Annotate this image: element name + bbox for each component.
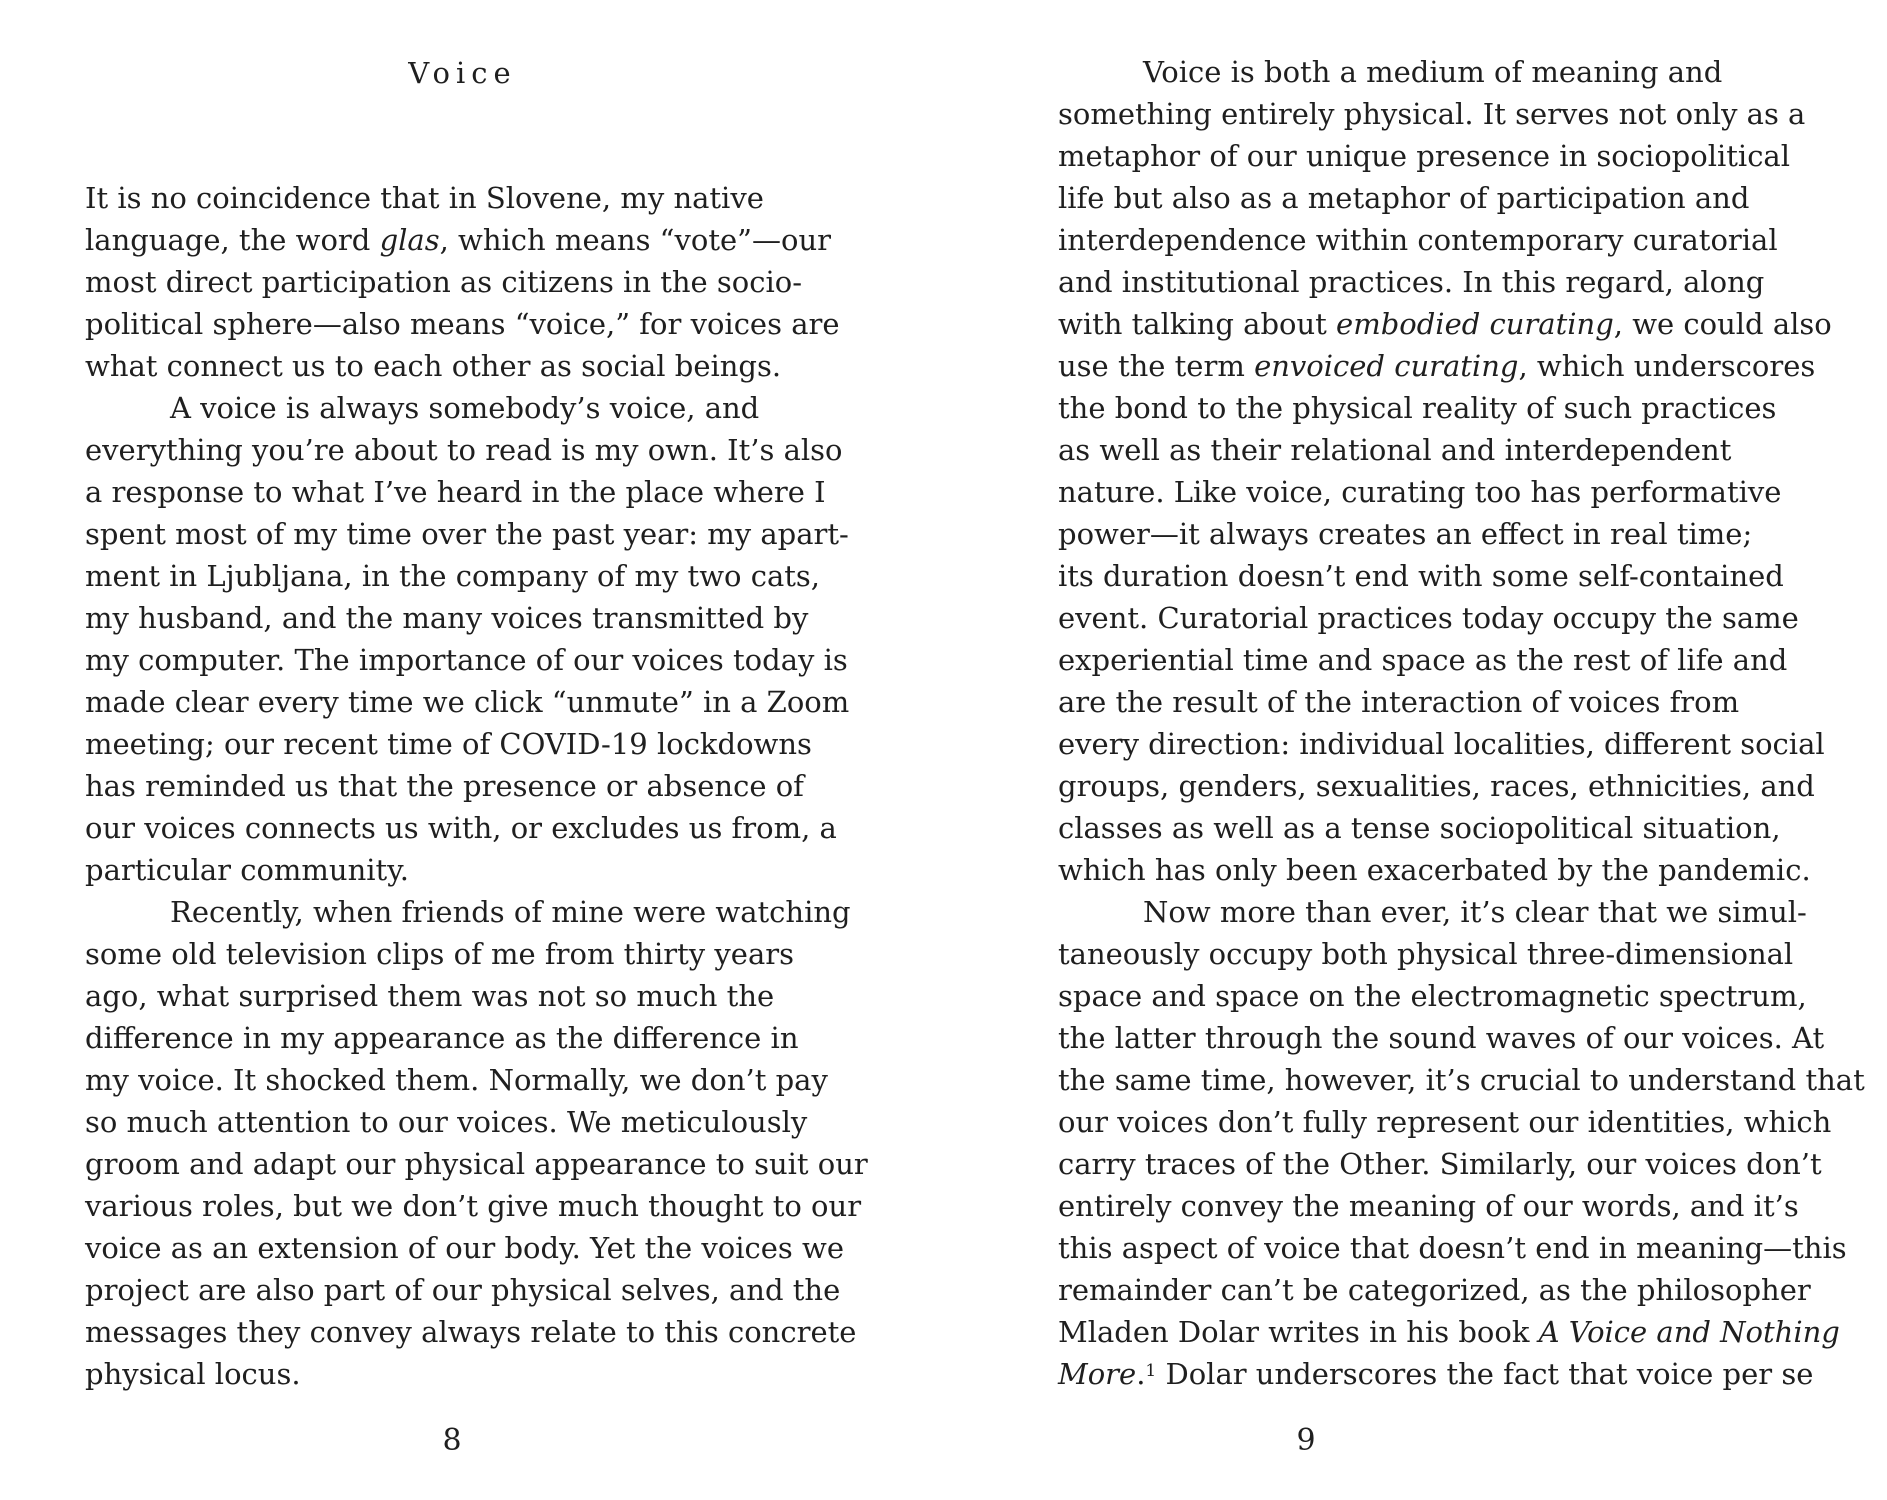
text-run: physical locus. (85, 1357, 301, 1391)
text-line (85, 471, 855, 513)
text-line (1058, 387, 1818, 429)
text-line (85, 1227, 855, 1269)
text-line (85, 513, 855, 555)
page-number-left: 8 (442, 1423, 462, 1458)
text-line (1058, 681, 1818, 723)
italic-term: envoiced curating (1254, 349, 1519, 383)
text-line (1058, 1185, 1818, 1227)
text-run: some old television clips of me from thirty years (85, 937, 794, 971)
text-run: this aspect of voice that doesn’t end in meaning—this (1058, 1231, 1847, 1265)
text-line (1058, 1143, 1822, 1185)
text-run: our voices connects us with, or excludes us from, a (85, 811, 837, 845)
text-line (1058, 1227, 1847, 1269)
text-line (85, 1059, 855, 1101)
text-run: entirely convey the meaning of our words, and it’s (1058, 1189, 1799, 1223)
text-run: its duration doesn’t end with some self-contained (1058, 559, 1784, 593)
text-run: my husband, and the many voices transmitted by (85, 601, 809, 635)
text-line (85, 723, 855, 765)
text-run: . (1136, 1357, 1146, 1391)
text-run: meeting; our recent time of COVID-19 lockdowns (85, 727, 812, 761)
text-run: particular community. (85, 853, 409, 887)
text-line (85, 177, 855, 219)
text-run: which has only been exacerbated by the pandemic. (1058, 853, 1811, 887)
running-head: Voice (408, 56, 517, 90)
text-line (85, 765, 855, 807)
text-run: project are also part of our physical selves, and the (85, 1273, 841, 1307)
text-line (1058, 51, 1818, 93)
text-line (1058, 1059, 1865, 1101)
text-run: a response to what I’ve heard in the place where I (85, 475, 826, 509)
text-run: , we could also (1613, 307, 1832, 341)
text-run: ago, what surprised them was not so much the (85, 979, 775, 1013)
text-line (85, 1017, 855, 1059)
text-line (85, 639, 855, 681)
text-line (1058, 555, 1818, 597)
text-run: spent most of my time over the past year: my apart- (85, 517, 849, 551)
text-line (85, 387, 855, 429)
text-run: taneously occupy both physical three-dimensional (1058, 937, 1794, 971)
text-run: remainder can’t be categorized, as the philosopher (1058, 1273, 1811, 1307)
text-run: classes as well as a tense sociopolitical situation, (1058, 811, 1781, 845)
text-run: most direct participation as citizens in the socio- (85, 265, 803, 299)
text-line (85, 891, 855, 933)
text-run: experiential time and space as the rest of life and (1058, 643, 1788, 677)
left-page (0, 0, 943, 1500)
text-line (85, 1185, 862, 1227)
text-run: Now more than ever, it’s clear that we simul- (1143, 895, 1807, 929)
text-run: our voices don’t fully represent our identities, which (1058, 1105, 1832, 1139)
text-line (1058, 513, 1818, 555)
text-line (85, 261, 855, 303)
text-run: metaphor of our unique presence in sociopolitical (1058, 139, 1790, 173)
text-line (1058, 429, 1818, 471)
text-run: It is no coincidence that in Slovene, my native (85, 181, 764, 215)
text-line (85, 933, 855, 975)
text-line (1058, 849, 1818, 891)
text-line (85, 555, 855, 597)
text-line (1058, 135, 1818, 177)
text-run: are the result of the interaction of voices from (1058, 685, 1740, 719)
right-page (943, 0, 1887, 1500)
text-line (1058, 1353, 1818, 1395)
text-line (1058, 1269, 1818, 1311)
text-line (1058, 219, 1818, 261)
text-run: Dolar underscores the fact that voice per se (1156, 1357, 1814, 1391)
left-page-text (85, 177, 868, 1395)
text-line (85, 681, 855, 723)
text-run: groom and adapt our physical appearance to suit our (85, 1147, 868, 1181)
text-line (1058, 177, 1818, 219)
text-run: my voice. It shocked them. Normally, we don’t pay (85, 1063, 828, 1097)
page-number-right: 9 (1296, 1423, 1316, 1458)
text-run: life but also as a metaphor of participation and (1058, 181, 1750, 215)
text-line (1058, 471, 1818, 513)
text-run: what connect us to each other as social beings. (85, 349, 782, 383)
text-run: space and space on the electromagnetic spectrum, (1058, 979, 1807, 1013)
text-run: various roles, but we don’t give much thought to our (85, 1189, 862, 1223)
text-run: has reminded us that the presence or absence of (85, 769, 804, 803)
text-run: with talking about (1058, 307, 1337, 341)
text-line (1058, 93, 1818, 135)
text-run: Recently, when friends of mine were watching (170, 895, 851, 929)
text-run: difference in my appearance as the difference in (85, 1021, 799, 1055)
right-page-text (1058, 51, 1865, 1395)
text-run: nature. Like voice, curating too has performative (1058, 475, 1782, 509)
text-run: so much attention to our voices. We meticulously (85, 1105, 808, 1139)
text-line (1058, 723, 1825, 765)
text-run: ment in Ljubljana, in the company of my two cats, (85, 559, 820, 593)
text-run: the bond to the physical reality of such practices (1058, 391, 1777, 425)
text-line (1058, 765, 1818, 807)
text-line (85, 303, 855, 345)
footnote-marker: 1 (1145, 1361, 1157, 1381)
text-line (85, 429, 855, 471)
text-line (1058, 597, 1818, 639)
text-line (85, 975, 855, 1017)
text-line (1058, 1311, 1840, 1353)
text-run: the same time, however, it’s crucial to understand that (1058, 1063, 1865, 1097)
text-run: use the term (1058, 349, 1255, 383)
text-run: Voice is both a medium of meaning and (1143, 55, 1723, 89)
italic-term: More (1058, 1357, 1137, 1391)
text-line (1058, 975, 1818, 1017)
text-run: Mladen Dolar writes in his book (1058, 1315, 1539, 1349)
text-line (85, 849, 855, 891)
text-run: , which underscores (1518, 349, 1816, 383)
text-line (1058, 807, 1818, 849)
text-run: voice as an extension of our body. Yet the voices we (85, 1231, 844, 1265)
text-run: , which means “vote”—our (439, 223, 831, 257)
text-run: the latter through the sound waves of our voices. At (1058, 1021, 1825, 1055)
text-line (85, 807, 855, 849)
text-run: groups, genders, sexualities, races, ethnicities, and (1058, 769, 1815, 803)
text-line (1058, 639, 1818, 681)
text-run: everything you’re about to read is my own. It’s also (85, 433, 843, 467)
text-run: made clear every time we click “unmute” in a Zoom (85, 685, 850, 719)
text-line (1058, 1017, 1825, 1059)
text-line (1058, 933, 1818, 975)
text-run: language, the word (85, 223, 380, 257)
text-run: every direction: individual localities, different social (1058, 727, 1825, 761)
text-line (1058, 261, 1818, 303)
text-run: as well as their relational and interdependent (1058, 433, 1732, 467)
text-line (85, 219, 855, 261)
text-run: and institutional practices. In this regard, along (1058, 265, 1765, 299)
italic-term: glas (379, 223, 440, 257)
text-run: carry traces of the Other. Similarly, our voices don’t (1058, 1147, 1822, 1181)
text-line (85, 597, 855, 639)
text-run: A voice is always somebody’s voice, and (170, 391, 760, 425)
text-line (85, 1143, 868, 1185)
text-run: something entirely physical. It serves not only as a (1058, 97, 1806, 131)
text-run: political sphere—also means “voice,” for voices are (85, 307, 840, 341)
text-line (1058, 303, 1832, 345)
text-line (1058, 891, 1818, 933)
text-run: messages they convey always relate to this concrete (85, 1315, 857, 1349)
text-line (85, 1311, 855, 1353)
italic-term: embodied curating (1336, 307, 1614, 341)
text-run: event. Curatorial practices today occupy the same (1058, 601, 1799, 635)
text-line (85, 345, 855, 387)
text-line (1058, 345, 1818, 387)
text-run: power—it always creates an effect in real time; (1058, 517, 1753, 551)
text-line (85, 1353, 855, 1395)
text-line (85, 1269, 855, 1311)
italic-term: A Voice and Nothing (1538, 1315, 1840, 1349)
text-line (85, 1101, 855, 1143)
text-run: interdependence within contemporary curatorial (1058, 223, 1778, 257)
text-run: my computer. The importance of our voices today is (85, 643, 848, 677)
text-line (1058, 1101, 1832, 1143)
